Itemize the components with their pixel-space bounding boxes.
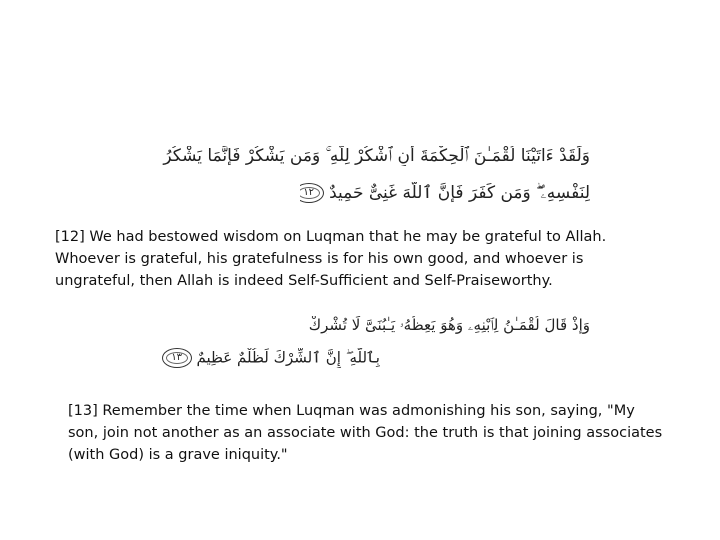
verse-12-arabic-text: لِنَفْسِهِۦ ۖ وَمَن كَفَرَ فَإِنَّ ٱللَّهَ غَنِىٌّ حَمِيدٌ bbox=[329, 183, 590, 203]
verse-13-arabic-text: بِٱللَّهِ ۖ إِنَّ ٱلشِّرْكَ لَظُلْمٌ عَظِيمٌ bbox=[196, 348, 380, 367]
ayah-number-12-icon: ١٢ bbox=[300, 183, 324, 203]
verse-13-arabic-line-1: وَإِذْ قَالَ لُقْمَـٰنُ لِٱبْنِهِۦ وَهُوَ يَعِظُهُۥ يَـٰبُنَىَّ لَا تُشْرِكْ bbox=[308, 316, 590, 334]
ayah-number-13-icon: ١٣ bbox=[162, 348, 192, 368]
verse-12-arabic-line-2 bbox=[300, 182, 590, 203]
verse-13-arabic-line-2 bbox=[150, 348, 380, 368]
verse-12-translation: [12] We had bestowed wisdom on Luqman that he may be grateful to Allah. Whoever is grateful, his gratefulness is for his own good, and whoever is ungrateful, then Allah is indeed Self-Sufficient and Self-Praiseworthy. bbox=[55, 229, 607, 289]
verse-13-translation: [13] Remember the time when Luqman was admonishing his son, saying, "My son, join not another as an associate with God: the truth is that joining associates (with God) is a grave iniquity." bbox=[68, 403, 663, 463]
verse-12-arabic-line-1: وَلَقَدْ ءَاتَيْنَا لُقْمَـٰنَ ٱلْحِكْمَةَ أَنِ ٱشْكُرْ لِلَّهِ ۚ وَمَن يَشْكُرْ فَإِنَّمَا يَشْكُرُ bbox=[163, 146, 590, 166]
